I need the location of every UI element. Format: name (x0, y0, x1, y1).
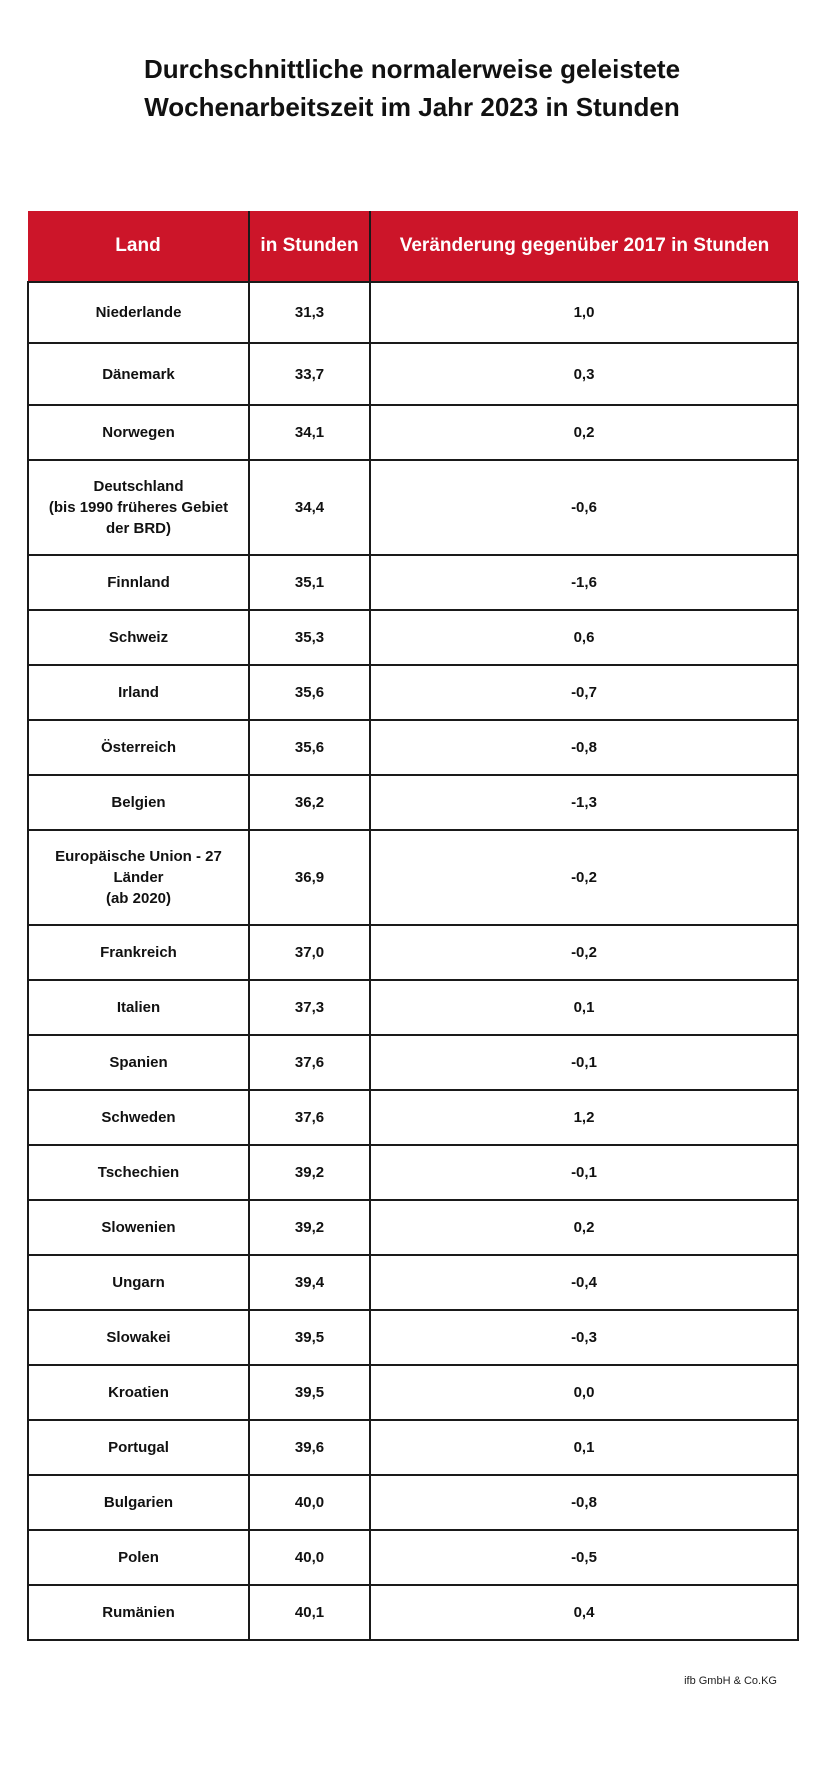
cell-veraenderung: -0,7 (370, 665, 798, 720)
cell-land (28, 1145, 249, 1200)
land-line: Belgien (111, 794, 166, 811)
cell-stunden: 31,3 (249, 282, 370, 343)
cell-stunden: 39,2 (249, 1145, 370, 1200)
cell-veraenderung: -1,6 (370, 555, 798, 610)
table-row (28, 925, 798, 980)
cell-stunden: 40,1 (249, 1585, 370, 1640)
cell-land (28, 1475, 249, 1530)
cell-land (28, 343, 249, 405)
title-line-1: Durchschnittliche normalerweise geleistete (143, 54, 681, 84)
column-header-stunden: in Stunden (249, 211, 370, 282)
table-body (28, 282, 798, 1640)
land-line: Deutschland (93, 478, 184, 495)
table-row (28, 980, 798, 1035)
cell-veraenderung: 1,2 (370, 1090, 798, 1145)
title-line-2: Wochenarbeitszeit im Jahr 2023 in Stunden (144, 92, 680, 122)
cell-veraenderung: -0,4 (370, 1255, 798, 1310)
cell-stunden: 35,6 (249, 720, 370, 775)
cell-stunden: 37,0 (249, 925, 370, 980)
land-line: Portugal (108, 1439, 169, 1456)
table-row (28, 282, 798, 343)
cell-land (28, 1530, 249, 1585)
land-line: Schweiz (108, 629, 169, 646)
cell-land (28, 1090, 249, 1145)
cell-land (28, 1200, 249, 1255)
cell-land (28, 1035, 249, 1090)
land-line: Kroatien (108, 1384, 169, 1401)
working-hours-table (27, 211, 799, 1641)
table-row (28, 610, 798, 665)
cell-stunden: 35,1 (249, 555, 370, 610)
land-line: Ungarn (112, 1274, 165, 1291)
land-line: Niederlande (95, 304, 182, 321)
cell-veraenderung: 0,4 (370, 1585, 798, 1640)
cell-land (28, 775, 249, 830)
land-line: Länder (113, 869, 164, 886)
cell-land (28, 720, 249, 775)
cell-stunden: 40,0 (249, 1530, 370, 1585)
cell-veraenderung: -0,5 (370, 1530, 798, 1585)
cell-land (28, 282, 249, 343)
cell-stunden: 39,5 (249, 1310, 370, 1365)
column-header-land: Land (28, 211, 249, 282)
cell-stunden: 34,4 (249, 460, 370, 555)
land-line: Finnland (107, 574, 170, 591)
cell-veraenderung: -0,6 (370, 460, 798, 555)
cell-land (28, 405, 249, 460)
cell-land (28, 1310, 249, 1365)
table-row (28, 1035, 798, 1090)
cell-stunden: 39,2 (249, 1200, 370, 1255)
cell-veraenderung: 0,3 (370, 343, 798, 405)
table-row (28, 720, 798, 775)
table-row (28, 665, 798, 720)
table-row (28, 1420, 798, 1475)
cell-veraenderung: 0,1 (370, 1420, 798, 1475)
table-row (28, 1145, 798, 1200)
cell-stunden: 37,6 (249, 1090, 370, 1145)
table-row (28, 1310, 798, 1365)
table-header-row (28, 211, 798, 282)
cell-veraenderung: 0,0 (370, 1365, 798, 1420)
cell-stunden: 35,6 (249, 665, 370, 720)
cell-veraenderung: -0,2 (370, 925, 798, 980)
table-row (28, 1200, 798, 1255)
cell-veraenderung: 0,6 (370, 610, 798, 665)
table-row (28, 1530, 798, 1585)
cell-stunden: 35,3 (249, 610, 370, 665)
land-line: Dänemark (102, 365, 175, 383)
land-line: Tschechien (97, 1164, 180, 1181)
cell-stunden: 37,3 (249, 980, 370, 1035)
cell-land (28, 830, 249, 925)
table-row (28, 555, 798, 610)
land-line: Polen (118, 1549, 159, 1566)
column-header-veraenderung: Veränderung gegenüber 2017 in Stunden (370, 211, 798, 282)
cell-stunden: 33,7 (249, 343, 370, 405)
footer-credit: ifb GmbH & Co.KG (684, 1675, 777, 1687)
cell-land (28, 1255, 249, 1310)
cell-land (28, 610, 249, 665)
land-line: Irland (118, 684, 159, 701)
land-line: Slowenien (101, 1219, 176, 1236)
cell-veraenderung: 1,0 (370, 282, 798, 343)
table-row (28, 405, 798, 460)
cell-veraenderung: 0,2 (370, 405, 798, 460)
land-line: der BRD) (105, 520, 171, 537)
table-row (28, 830, 798, 925)
land-line: Slowakei (106, 1329, 171, 1346)
cell-veraenderung: 0,2 (370, 1200, 798, 1255)
cell-veraenderung: -1,3 (370, 775, 798, 830)
cell-veraenderung: -0,3 (370, 1310, 798, 1365)
land-line: Frankreich (100, 944, 177, 961)
land-line: (bis 1990 früheres Gebiet (48, 499, 229, 516)
cell-land (28, 460, 249, 555)
cell-veraenderung: 0,1 (370, 980, 798, 1035)
cell-veraenderung: -0,1 (370, 1035, 798, 1090)
page-title (0, 50, 824, 126)
cell-land (28, 1420, 249, 1475)
cell-land (28, 925, 249, 980)
cell-land (28, 1585, 249, 1640)
cell-veraenderung: -0,1 (370, 1145, 798, 1200)
cell-stunden: 39,4 (249, 1255, 370, 1310)
cell-stunden: 34,1 (249, 405, 370, 460)
cell-stunden: 39,6 (249, 1420, 370, 1475)
land-line: Österreich (100, 739, 177, 756)
land-line: Schweden (101, 1109, 176, 1126)
cell-stunden: 40,0 (249, 1475, 370, 1530)
table-row (28, 1090, 798, 1145)
cell-stunden: 36,2 (249, 775, 370, 830)
table-row (28, 343, 798, 405)
cell-stunden: 37,6 (249, 1035, 370, 1090)
cell-veraenderung: -0,8 (370, 720, 798, 775)
land-line: Norwegen (102, 424, 175, 441)
cell-land (28, 555, 249, 610)
table-row (28, 460, 798, 555)
cell-land (28, 980, 249, 1035)
land-line: Bulgarien (103, 1494, 174, 1511)
land-line: Italien (116, 999, 161, 1016)
table-row (28, 1255, 798, 1310)
land-line: (ab 2020) (105, 890, 172, 907)
table-row (28, 1585, 798, 1640)
cell-stunden: 36,9 (249, 830, 370, 925)
table-row (28, 1475, 798, 1530)
land-line: Europäische Union - 27 (55, 848, 222, 865)
table-row (28, 775, 798, 830)
cell-veraenderung: -0,8 (370, 1475, 798, 1530)
land-line: Spanien (109, 1054, 168, 1071)
cell-veraenderung: -0,2 (370, 830, 798, 925)
land-line: Rumänien (102, 1604, 175, 1621)
cell-land (28, 1365, 249, 1420)
cell-stunden: 39,5 (249, 1365, 370, 1420)
cell-land (28, 665, 249, 720)
table-row (28, 1365, 798, 1420)
